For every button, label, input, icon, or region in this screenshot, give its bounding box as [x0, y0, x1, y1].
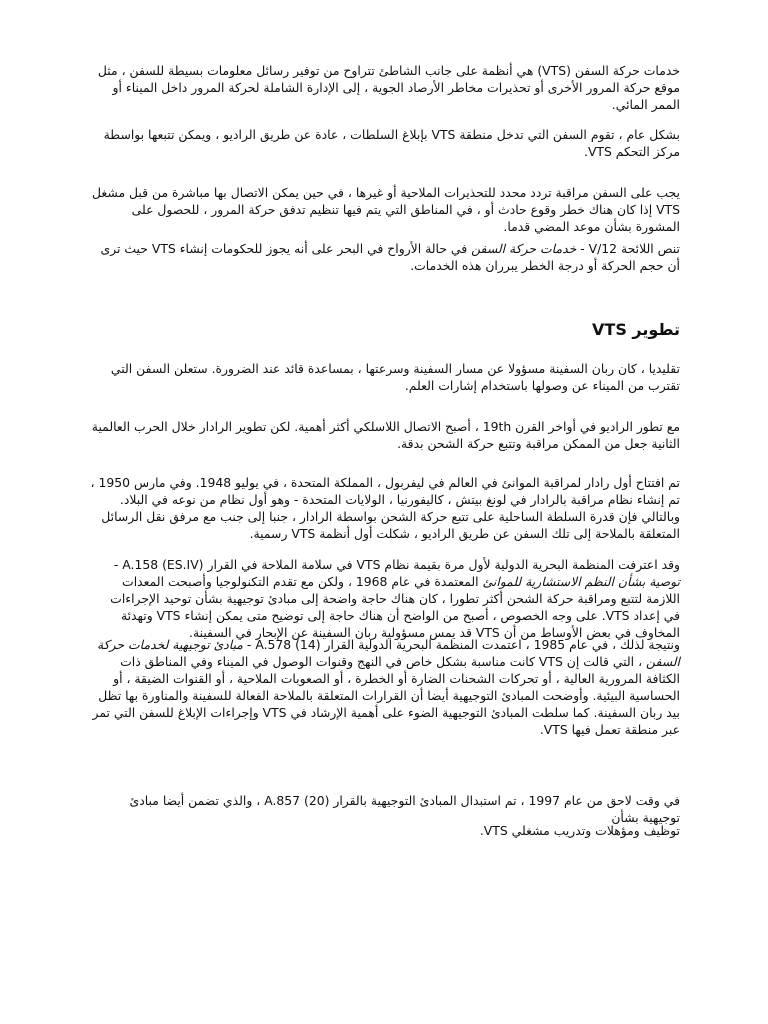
paragraph-traditional-navigation: تقليديا ، كان ربان السفينة مسؤولا عن مسار السفينة وسرعتها ، بمساعدة قائد عند الضرورة. ستعلن السفن التي تقترب من الميناء عن وصولها باستخدام إشارات العلم. [110, 361, 680, 393]
p4-text-a: تنص اللائحة V/12 - [576, 241, 680, 256]
p8-text-a: وقد اعترفت المنظمة البحرية الدولية لأول مرة بقيمة نظام VTS في سلامة الملاحة في القرار A.158 (ES.IV) - [113, 557, 680, 572]
paragraph-operator-training: توظيف ومؤهلات وتدريب مشغلي VTS. [479, 823, 680, 838]
p9-text-a: ونتيجة لذلك ، في عام 1985 ، اعتمدت المنظمة البحرية الدولية القرار A.578 (14) - [242, 637, 680, 652]
p4-italic-title: خدمات حركة السفن [471, 241, 577, 256]
p4-text-b: في حالة الأرواح في البحر على أنه يجوز للحكومات إنشاء VTS حيث ترى أن حجم الحركة أو درجة الخطر يبرران هذه الخدمات. [100, 241, 680, 273]
p8-italic-title: توصية بشأن النظم الاستشارية للموانئ [482, 574, 680, 589]
paragraph-imo-recognition [90, 556, 680, 641]
p9-text-b: ، التي قالت إن VTS كانت مناسبة بشكل خاص في النهج وقنوات الوصول في الميناء وفي المناطق ذات الكثافة المرورية العالية ، أو تحركات الشحنات الضارة أو الخطرة ، أو الصعوبات الملاحية ، أو القنوات الضيقة ، أو الحساسية البيئية. وأوضحت المبادئ التوجيهية أيضا أن القرارات المتعلقة بالملاحة الفعالة للسفينة والمناورة بها تظل بيد ربان السفينة. كما سلطت المبادئ التوجيهية الضوء على أهمية الإرشاد في VTS وإجراءات الإبلاغ للسفن التي تمر عبر منطقة تعمل فيها VTS. [92, 654, 680, 737]
paragraph-solas-regulation [90, 240, 680, 274]
paragraph-vts-monitoring: يجب على السفن مراقبة تردد محدد للتحذيرات الملاحية أو غيرها ، في حين يمكن الاتصال بها مباشرة من قبل مشغل VTS إذا كان هناك خطر وقوع حادث أو ، في المناطق التي يتم فيها تنظيم تدفق حركة المرور ، للحصول على المشورة بشأن موعد المضي قدما. [92, 185, 680, 234]
paragraph-vts-definition: خدمات حركة السفن (VTS) هي أنظمة على جانب الشاطئ تتراوح من توفير رسائل معلومات بسيطة للسفن ، مثل موقع حركة المرور الأخرى أو تحذيرات مخاطر الأرصاد الجوية ، إلى الإدارة الشاملة لحركة المرور داخل الميناء أو الممر المائي. [97, 63, 680, 112]
paragraph-radio-radar: مع تطور الراديو في أواخر القرن 19th ، أصبح الاتصال اللاسلكي أكثر أهمية. لكن تطوير الرادار خلال الحرب العالمية الثانية جعل من الممكن مراقبة وتتبع حركة الشحن بدقة. [91, 419, 680, 451]
section-heading-vts-development: تطوير VTS [592, 320, 680, 339]
paragraph-vts-reporting: بشكل عام ، تقوم السفن التي تدخل منطقة VTS بإبلاغ السلطات ، عادة عن طريق الراديو ، ويمكن تتبعها بواسطة مركز التحكم VTS. [103, 127, 680, 159]
paragraph-1985-guidelines [90, 636, 680, 738]
paragraph-first-radar: تم افتتاح أول رادار لمراقبة الموانئ في العالم في ليفربول ، المملكة المتحدة ، في يوليو 1948. وفي مارس 1950 ، تم إنشاء نظام مراقبة بالرادار في لونغ بيتش ، كاليفورنيا ، الولايات المتحدة - وهو أول نظام من نوعه في البلاد. وبالتالي فإن قدرة السلطة الساحلية على تتبع حركة الشحن بواسطة الرادار ، جنبا إلى جنب مع مرفق نقل الرسائل المتعلقة بالملاحة إلى تلك السفن عن طريق الراديو ، شكلت أول أنظمة VTS رسمية. [90, 475, 680, 541]
p8-text-b: المعتمدة في عام 1968 ، ولكن مع تقدم التكنولوجيا وأصبحت المعدات اللازمة لتتبع ومراقبة حركة الشحن أكثر تطورا ، كان هناك حاجة واضحة إلى مبادئ توجيهية بشأن توحيد الإجراءات في إعداد VTS. على وجه الخصوص ، أصبح من الواضح أن هناك حاجة إلى توضيح متى يمكن إنشاء VTS وتهدئة المخاوف في بعض الأوساط من أن VTS قد يمس مسؤولية ربان السفينة عن الإبحار في السفينة. [110, 574, 680, 640]
p9-italic-title: مبادئ توجيهية لخدمات حركة السفن [97, 637, 680, 669]
paragraph-1997-resolution: في وقت لاحق من عام 1997 ، تم استبدال المبادئ التوجيهية بالقرار A.857 (20) ، والذي تضمن أيضا مبادئ توجيهية بشأن [129, 793, 680, 825]
